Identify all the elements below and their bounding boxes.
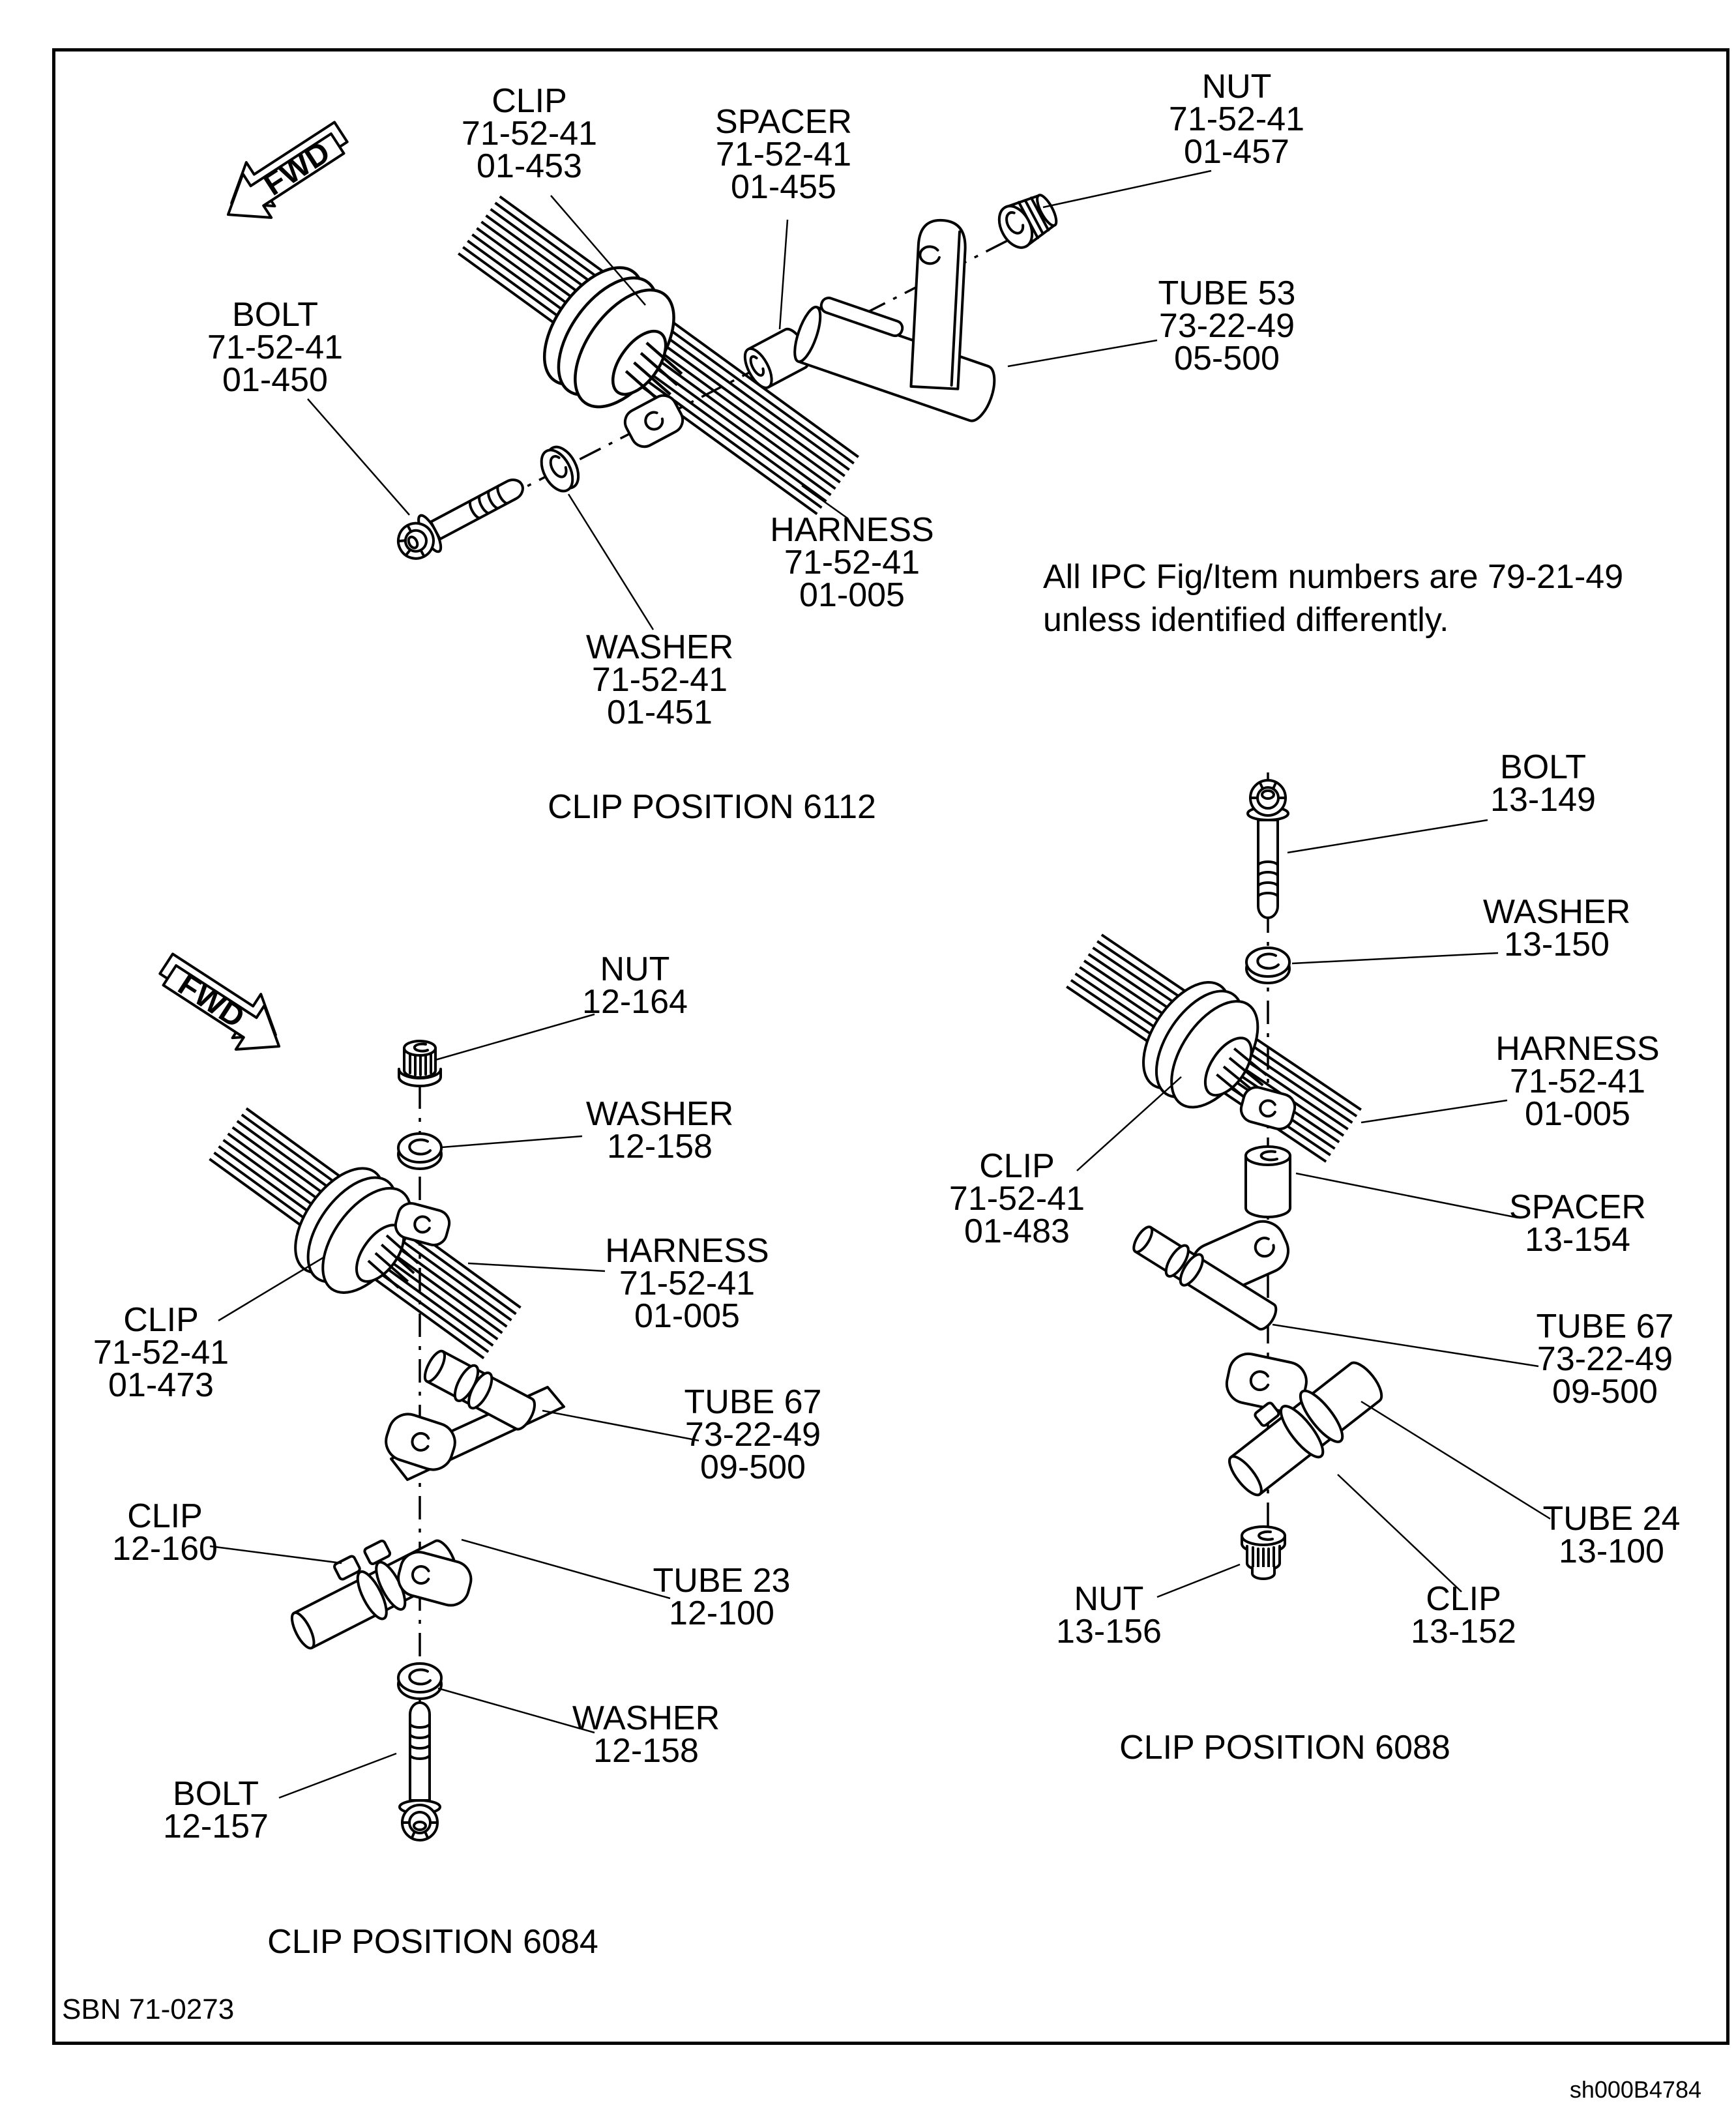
label-line: 13-100 <box>1559 1533 1664 1570</box>
label-nut-6084 <box>582 950 688 1021</box>
washer-drawing <box>398 1664 441 1699</box>
label-line: BOLT <box>1500 748 1586 786</box>
label-tube23-6084 <box>653 1564 791 1630</box>
tube67-drawing <box>1128 1214 1295 1335</box>
label-line: TUBE 24 <box>1542 1500 1681 1538</box>
label-line: WASHER <box>585 1095 734 1133</box>
label-line: CLIP <box>492 82 567 120</box>
label-line: CLIP <box>127 1497 203 1535</box>
label-line: 12-160 <box>112 1530 218 1568</box>
ipc-note <box>1043 555 1623 641</box>
label-clip2-6084 <box>112 1497 218 1568</box>
label-spacer-6112 <box>715 103 852 206</box>
fwd-label: FWD <box>171 967 251 1035</box>
title-6112: CLIP POSITION 6112 <box>548 788 876 826</box>
label-nut-6112 <box>1168 68 1305 171</box>
label-line: NUT <box>1074 1580 1144 1618</box>
label-line: BOLT <box>173 1775 259 1813</box>
label-washer-bottom-6084 <box>572 1699 720 1770</box>
label-harness-6112 <box>770 511 934 614</box>
label-line: 12-164 <box>582 983 688 1021</box>
label-line: 01-451 <box>607 694 713 731</box>
label-line: 13-149 <box>1490 781 1596 819</box>
label-line: TUBE 67 <box>684 1383 822 1421</box>
label-line: 12-100 <box>669 1594 774 1632</box>
label-line: 01-457 <box>1184 133 1289 171</box>
label-nut-6088 <box>1056 1580 1162 1650</box>
label-line: 13-156 <box>1056 1613 1162 1650</box>
label-line: 05-500 <box>1174 340 1280 377</box>
label-clip-6112 <box>461 82 598 185</box>
label-line: 73-22-49 <box>684 1416 821 1454</box>
tube24-clip-drawing <box>1213 1342 1392 1506</box>
label-line: WASHER <box>585 628 734 666</box>
label-harness-6088 <box>1495 1030 1660 1133</box>
label-line: 12-158 <box>593 1732 699 1770</box>
label-line: unless identified differently. <box>1043 601 1449 639</box>
label-line: 13-150 <box>1504 926 1610 963</box>
washer-drawing <box>398 1134 441 1169</box>
drawing-number: SBN 71-0273 <box>62 1993 235 2025</box>
label-line: CLIP <box>123 1301 199 1339</box>
harness-clip-drawing <box>525 250 716 441</box>
label-line: NUT <box>1201 68 1272 106</box>
label-line: 01-483 <box>964 1212 1070 1250</box>
bolt-drawing <box>400 1703 440 1840</box>
washer-drawing <box>535 442 585 497</box>
label-clip-6084 <box>93 1301 229 1404</box>
label-line: TUBE 23 <box>653 1562 791 1600</box>
label-washer-6112 <box>585 628 734 731</box>
label-tube67-6084 <box>684 1383 822 1486</box>
label-line: HARNESS <box>770 511 934 549</box>
label-line: 01-453 <box>477 147 582 185</box>
spacer-drawing <box>1246 1147 1290 1217</box>
tube53-drawing <box>789 292 1005 425</box>
label-line: 71-52-41 <box>784 544 920 581</box>
label-line: 09-500 <box>700 1448 806 1486</box>
fwd-label: FWD <box>257 134 336 203</box>
label-line: WASHER <box>572 1699 720 1737</box>
bolt-drawing <box>391 467 531 567</box>
label-line: 12-157 <box>163 1808 269 1845</box>
label-harness-6084 <box>605 1232 769 1335</box>
title-6084: CLIP POSITION 6084 <box>267 1923 598 1961</box>
fwd-arrow-top <box>210 110 360 237</box>
label-line: 71-52-41 <box>461 115 598 153</box>
label-line: 71-52-41 <box>1509 1063 1646 1100</box>
label-line: 01-455 <box>731 168 836 206</box>
label-line: 01-473 <box>108 1366 214 1404</box>
label-line: All IPC Fig/Item numbers are 79-21-49 <box>1043 558 1624 596</box>
sheet-id: sh000B4784 <box>1569 2076 1701 2103</box>
label-clip-6088 <box>949 1147 1085 1250</box>
washer-drawing <box>1246 948 1289 983</box>
label-bolt-6084 <box>163 1775 269 1845</box>
label-line: 71-52-41 <box>619 1265 756 1302</box>
label-clip2-6088 <box>1411 1580 1516 1650</box>
clip-tube23-drawing <box>276 1515 475 1656</box>
label-line: 73-22-49 <box>1537 1340 1673 1378</box>
label-line: NUT <box>600 950 670 988</box>
label-bolt-6088 <box>1490 748 1596 819</box>
label-tube53-6112 <box>1158 274 1296 377</box>
label-line: 71-52-41 <box>591 661 728 699</box>
label-line: 01-005 <box>1525 1095 1630 1133</box>
label-washer-top-6084 <box>585 1095 734 1166</box>
nut-drawing <box>1242 1527 1285 1579</box>
label-line: SPACER <box>1509 1188 1646 1226</box>
label-line: 13-154 <box>1525 1221 1630 1259</box>
assembly-6088 <box>1067 772 1550 1597</box>
label-tube24-6088 <box>1542 1500 1681 1570</box>
label-line: TUBE 53 <box>1158 274 1296 312</box>
label-line: HARNESS <box>605 1232 769 1270</box>
bracket-drawing <box>911 219 966 389</box>
label-line: HARNESS <box>1495 1030 1660 1068</box>
label-line: TUBE 67 <box>1536 1308 1674 1345</box>
label-line: WASHER <box>1482 893 1631 931</box>
label-line: BOLT <box>232 296 318 334</box>
bolt-drawing <box>1248 780 1288 918</box>
label-line: 13-152 <box>1411 1613 1516 1650</box>
nut-drawing <box>399 1041 441 1086</box>
label-line: 71-52-41 <box>715 136 852 173</box>
label-line: 71-52-41 <box>93 1334 229 1372</box>
label-washer-6088 <box>1482 893 1631 963</box>
label-line: CLIP <box>1426 1580 1501 1618</box>
label-line: 09-500 <box>1552 1373 1658 1411</box>
label-line: CLIP <box>979 1147 1055 1185</box>
label-line: 12-158 <box>607 1128 713 1166</box>
label-line: SPACER <box>715 103 852 141</box>
label-line: 71-52-41 <box>1168 100 1305 138</box>
label-line: 01-005 <box>799 576 905 614</box>
clip-tab <box>1238 1085 1297 1132</box>
label-line: 71-52-41 <box>207 329 344 366</box>
label-tube67-6088 <box>1536 1308 1674 1411</box>
label-line: 73-22-49 <box>1158 307 1295 345</box>
label-bolt-6112 <box>207 296 344 399</box>
title-6088: CLIP POSITION 6088 <box>1119 1729 1450 1767</box>
label-line: 71-52-41 <box>949 1180 1085 1218</box>
fwd-arrow-bottom <box>148 942 298 1068</box>
label-line: 01-005 <box>634 1297 740 1335</box>
tube67-drawing <box>381 1346 564 1480</box>
clip-tab <box>621 391 687 451</box>
label-spacer-6088 <box>1509 1188 1646 1259</box>
label-line: 01-450 <box>222 361 328 399</box>
